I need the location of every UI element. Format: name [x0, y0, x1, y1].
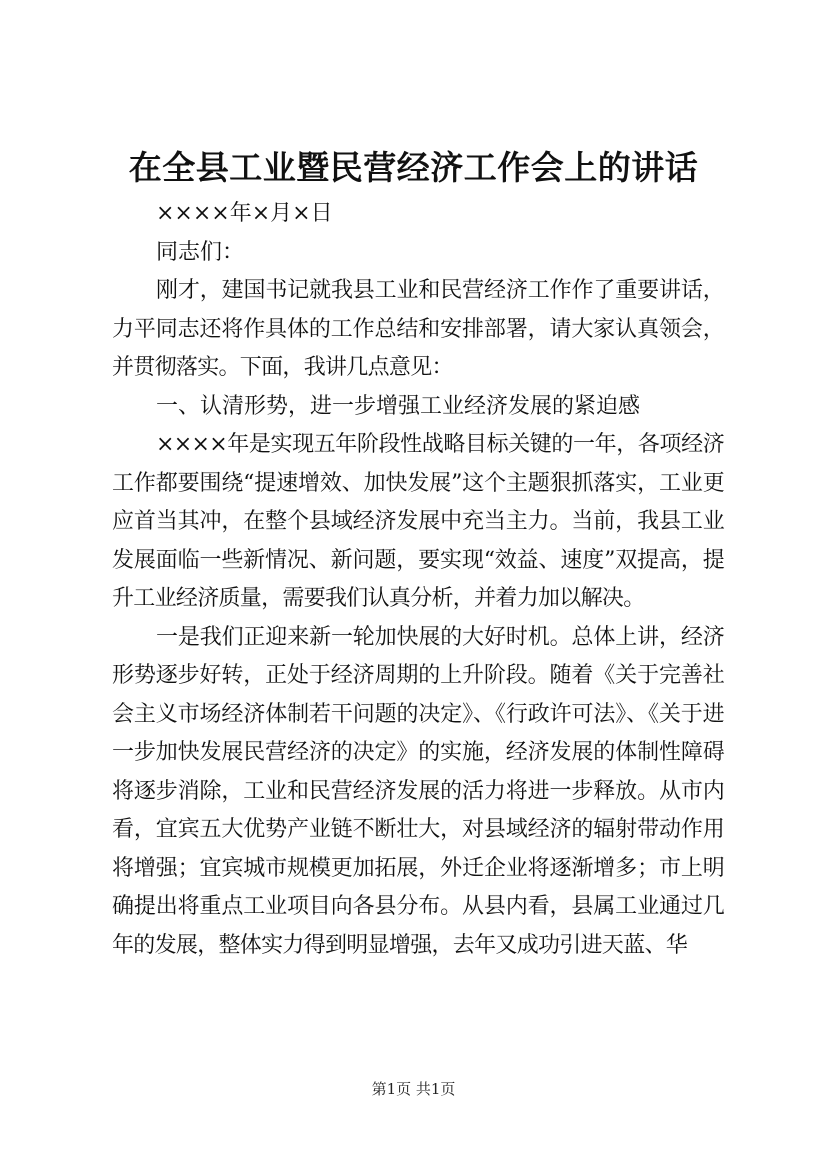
paragraph-3: 一是我们正迎来新一轮加快展的大好时机。总体上讲，经济形势逐步好转，正处于经济周期的上升阶段。随着《关于完善社会主义市场经济体制若干问题的决定》、《行政许可法》、《关于进一步加快发展民营经济的决定》的实施，经济发展的体制性障碍将逐步消除，工业和民营经济发展的活力将进一步释放。从市内看，宜宾五大优势产业链不断壮大，对县域经济的辐射带动作用将增强；宜宾城市规模更加拓展，外迁企业将逐渐增多；市上明确提出将重点工业项目向各县分布。从县内看，县属工业通过几年的发展，整体实力得到明显增强，去年又成功引进天蓝、华 [112, 624, 724, 958]
paragraph-1: 刚才，建国书记就我县工业和民营经济工作作了重要讲话，力平同志还将作具体的工作总结和安排部署，请大家认真领会，并贯彻落实。下面，我讲几点意见： [112, 278, 724, 380]
date-line: ××××年×月×日 [156, 201, 333, 226]
greeting: 同志们： [156, 239, 245, 265]
document-title: 在全县工业暨民营经济工作会上的讲话 [128, 148, 699, 187]
page-footer: 第1页 共1页 [371, 1080, 456, 1098]
document-body [112, 195, 724, 965]
paragraph-2: ××××年是实现五年阶段性战略目标关键的一年，各项经济工作都要围绕“提速增效、加快发展”这个主题狠抓落实，工业更应首当其冲，在整个县域经济发展中充当主力。当前，我县工业发展面临一些新情况、新问题，要实现“效益、速度”双提高，提升工业经济质量，需要我们认真分析，并着力加以解决。 [112, 432, 724, 611]
section-heading-1: 一、认清形势，进一步增强工业经济发展的紧迫感 [156, 393, 641, 419]
